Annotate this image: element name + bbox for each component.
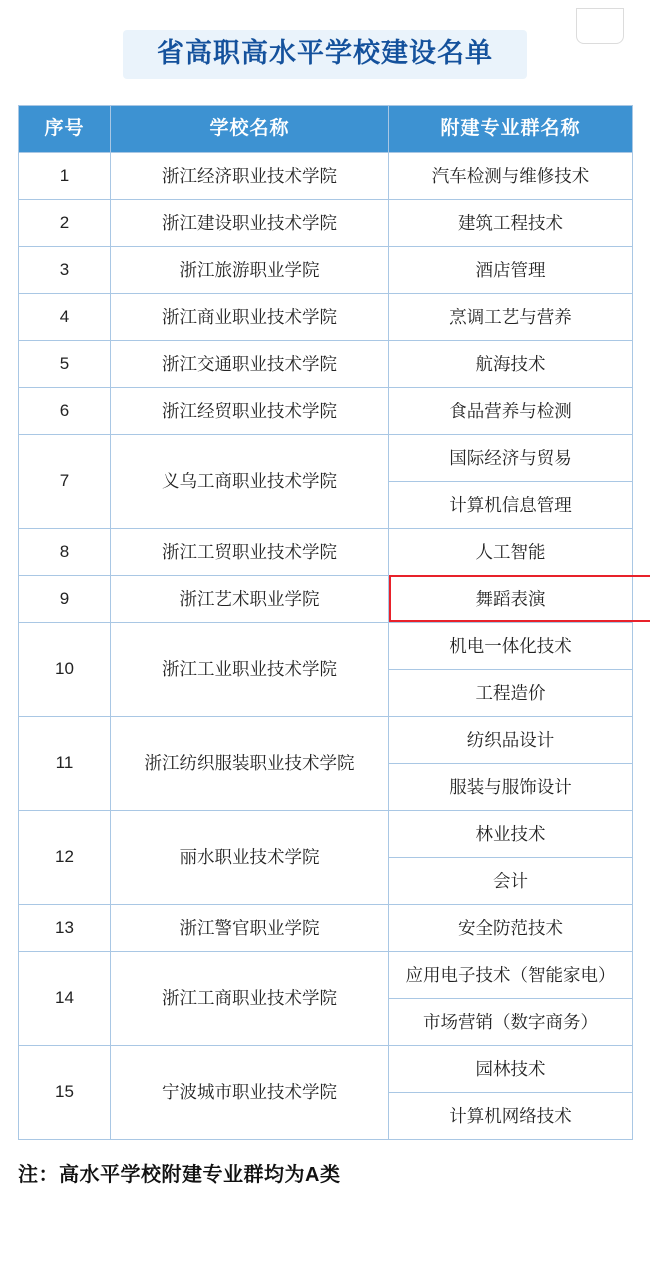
- table-row: [19, 247, 633, 294]
- cell-major-group: 舞蹈表演: [389, 576, 633, 623]
- cell-major-group: 服装与服饰设计: [389, 764, 633, 811]
- cell-school-name: 浙江交通职业技术学院: [111, 341, 389, 388]
- cell-major-group: 计算机信息管理: [389, 482, 633, 529]
- cell-no: 15: [19, 1046, 111, 1140]
- cell-school-name: 宁波城市职业技术学院: [111, 1046, 389, 1140]
- cell-no: 2: [19, 200, 111, 247]
- cell-major-group: 工程造价: [389, 670, 633, 717]
- cell-no: 9: [19, 576, 111, 623]
- cell-no: 12: [19, 811, 111, 905]
- cell-school-name: 浙江商业职业技术学院: [111, 294, 389, 341]
- cell-no: 11: [19, 717, 111, 811]
- table-header: [19, 106, 633, 153]
- table-row: [19, 341, 633, 388]
- cell-major-group: 航海技术: [389, 341, 633, 388]
- column-header-no: 序号: [19, 106, 111, 153]
- cell-major-group: 人工智能: [389, 529, 633, 576]
- cell-no: 3: [19, 247, 111, 294]
- table-row: [19, 388, 633, 435]
- cell-no: 8: [19, 529, 111, 576]
- table-row: [19, 200, 633, 247]
- cell-school-name: 浙江经贸职业技术学院: [111, 388, 389, 435]
- table-row: [19, 811, 633, 858]
- cell-school-name: 浙江工业职业技术学院: [111, 623, 389, 717]
- cell-school-name: 浙江经济职业技术学院: [111, 153, 389, 200]
- cell-major-group: 国际经济与贸易: [389, 435, 633, 482]
- cell-major-group: 市场营销（数字商务）: [389, 999, 633, 1046]
- cell-school-name: 浙江工商职业技术学院: [111, 952, 389, 1046]
- table-row: [19, 435, 633, 482]
- table-row: [19, 717, 633, 764]
- table-row: [19, 905, 633, 952]
- page-corner-decoration: [576, 8, 624, 44]
- cell-major-group: 食品营养与检测: [389, 388, 633, 435]
- document-page: [0, 30, 650, 1270]
- cell-school-name: 浙江建设职业技术学院: [111, 200, 389, 247]
- table-header-row: [19, 106, 633, 153]
- cell-major-group: 安全防范技术: [389, 905, 633, 952]
- cell-school-name: 浙江纺织服装职业技术学院: [111, 717, 389, 811]
- table-row: [19, 153, 633, 200]
- footnote: 注：高水平学校附建专业群均为A类: [18, 1158, 632, 1187]
- cell-school-name: 浙江旅游职业学院: [111, 247, 389, 294]
- title-container: [18, 30, 632, 79]
- page-title: 省高职高水平学校建设名单: [157, 40, 493, 67]
- table-row: [19, 576, 633, 623]
- cell-major-group: 建筑工程技术: [389, 200, 633, 247]
- table-row: [19, 623, 633, 670]
- cell-school-name: 义乌工商职业技术学院: [111, 435, 389, 529]
- highlight-box: [389, 575, 650, 622]
- cell-major-group: 酒店管理: [389, 247, 633, 294]
- cell-no: 10: [19, 623, 111, 717]
- column-header-major: 附建专业群名称: [389, 106, 633, 153]
- cell-major-group: 应用电子技术（智能家电）: [389, 952, 633, 999]
- title-band: [123, 30, 527, 79]
- column-header-school: 学校名称: [111, 106, 389, 153]
- cell-school-name: 浙江艺术职业学院: [111, 576, 389, 623]
- cell-no: 1: [19, 153, 111, 200]
- cell-major-group: 会计: [389, 858, 633, 905]
- cell-major-group: 园林技术: [389, 1046, 633, 1093]
- table-row: [19, 952, 633, 999]
- cell-no: 6: [19, 388, 111, 435]
- cell-no: 4: [19, 294, 111, 341]
- cell-major-group: 计算机网络技术: [389, 1093, 633, 1140]
- cell-no: 13: [19, 905, 111, 952]
- cell-school-name: 浙江工贸职业技术学院: [111, 529, 389, 576]
- cell-major-group: 烹调工艺与营养: [389, 294, 633, 341]
- cell-school-name: 丽水职业技术学院: [111, 811, 389, 905]
- cell-no: 14: [19, 952, 111, 1046]
- table-row: [19, 1046, 633, 1093]
- table-row: [19, 529, 633, 576]
- cell-major-group: 汽车检测与维修技术: [389, 153, 633, 200]
- school-list-table: [18, 105, 633, 1140]
- cell-major-group: 纺织品设计: [389, 717, 633, 764]
- table-row: [19, 294, 633, 341]
- cell-school-name: 浙江警官职业学院: [111, 905, 389, 952]
- cell-major-group: 机电一体化技术: [389, 623, 633, 670]
- cell-no: 7: [19, 435, 111, 529]
- table-body: [19, 153, 633, 1140]
- cell-no: 5: [19, 341, 111, 388]
- cell-major-group: 林业技术: [389, 811, 633, 858]
